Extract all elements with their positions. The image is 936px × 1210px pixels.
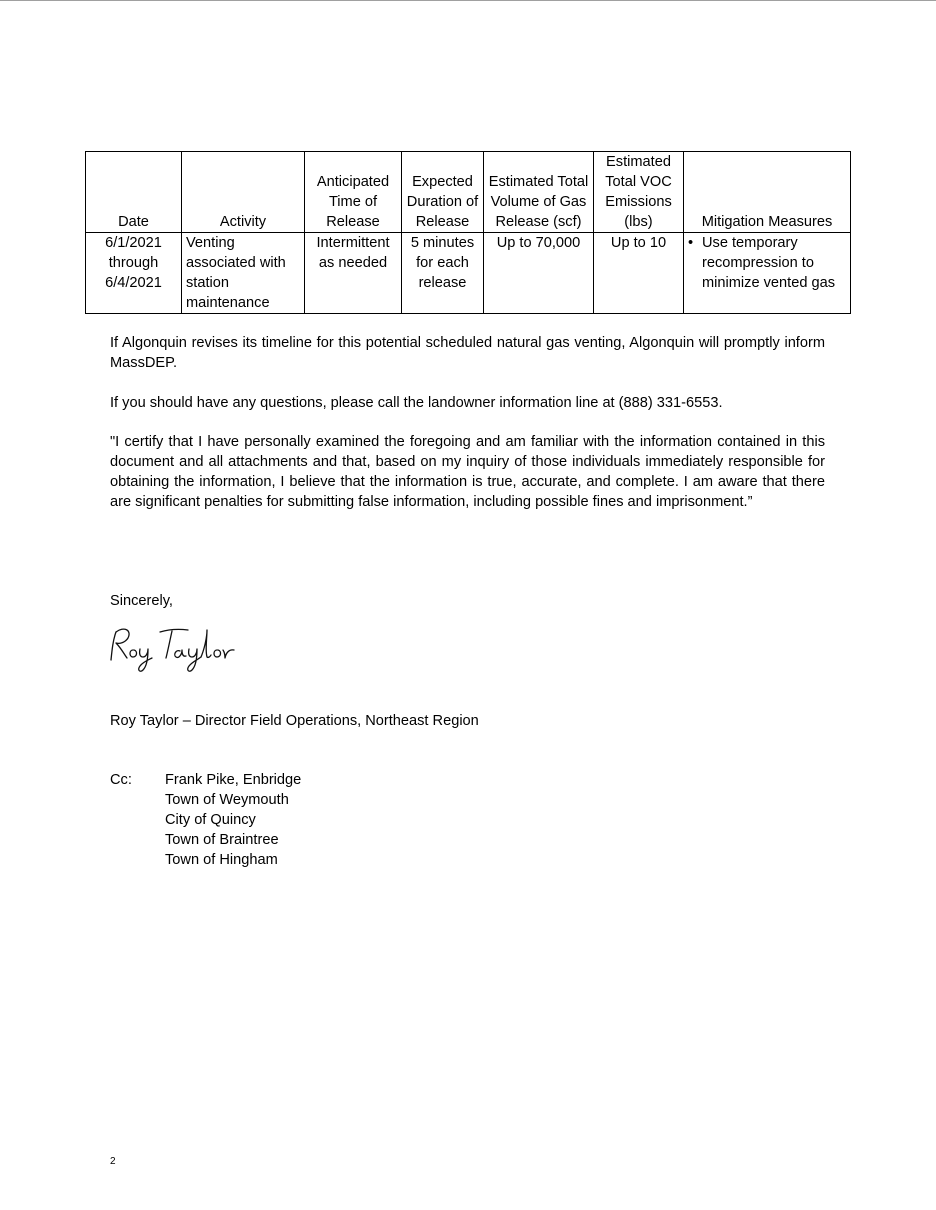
header-mitigation: Mitigation Measures <box>684 152 851 233</box>
cc-recipient: Town of Weymouth <box>165 792 289 808</box>
header-activity: Activity <box>182 152 305 233</box>
cell-duration: 5 minutes for each release <box>402 233 484 314</box>
signer-name-title: Roy Taylor – Director Field Operations, Northeast Region <box>110 713 479 729</box>
cc-recipient: Town of Hingham <box>165 852 278 868</box>
handwritten-signature <box>108 620 238 676</box>
closing-salutation: Sincerely, <box>110 593 173 609</box>
cc-label: Cc: <box>110 772 132 788</box>
page-top-border <box>0 0 936 1</box>
table-header-row <box>86 152 851 233</box>
paragraph-timeline-revision: If Algonquin revises its timeline for this potential scheduled natural gas venting, Algonquin will promptly inform MassDEP. <box>110 335 825 371</box>
cell-voc: Up to 10 <box>594 233 684 314</box>
cc-recipient: Town of Braintree <box>165 832 279 848</box>
cell-mitigation <box>684 233 851 314</box>
page-number: 2 <box>110 1156 116 1167</box>
cc-recipient: City of Quincy <box>165 812 256 828</box>
header-estimated-volume: Estimated Total Volume of Gas Release (scf) <box>484 152 594 233</box>
cell-date: 6/1/2021 through 6/4/2021 <box>86 233 182 314</box>
cell-activity: Venting associated with station maintenance <box>182 233 305 314</box>
venting-schedule-table <box>85 151 851 314</box>
header-voc-emissions: Estimated Total VOC Emissions (lbs) <box>594 152 684 233</box>
cell-volume: Up to 70,000 <box>484 233 594 314</box>
paragraph-certification: "I certify that I have personally examined the foregoing and am familiar with the information contained in this document and all attachments and that, based on my inquiry of those individuals immediately responsible for obtaining the information, I believe that the information is true, accurate, and complete. I am aware that there are significant penalties for submitting false information, including possible fines and imprisonment.” <box>110 434 825 510</box>
bullet-icon: • <box>688 235 694 251</box>
header-anticipated-time: Anticipated Time of Release <box>305 152 402 233</box>
table-row <box>86 233 851 314</box>
cc-recipient-list <box>165 770 301 870</box>
cell-time: Intermittent as needed <box>305 233 402 314</box>
paragraph-questions-contact: If you should have any questions, please call the landowner information line at (888) 331-6553. <box>110 395 723 411</box>
mitigation-bullet-item <box>688 233 846 293</box>
header-date: Date <box>86 152 182 233</box>
cc-recipient: Frank Pike, Enbridge <box>165 772 302 788</box>
mitigation-text: Use temporary recompression to minimize vented gas <box>702 235 836 291</box>
header-expected-duration: Expected Duration of Release <box>402 152 484 233</box>
